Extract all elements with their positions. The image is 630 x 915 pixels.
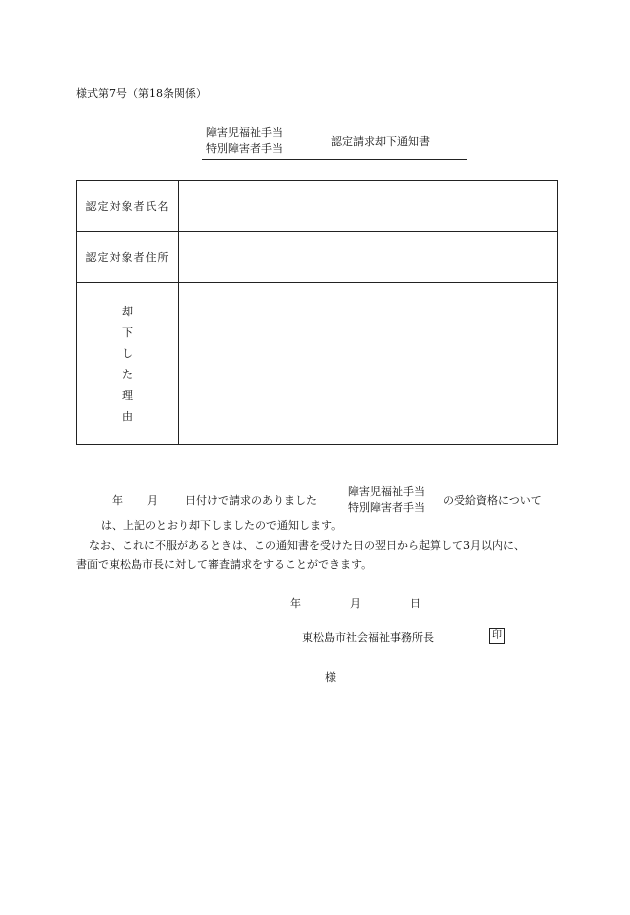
title-allowance-types bbox=[206, 125, 283, 157]
reason-char: 由 bbox=[122, 410, 133, 423]
reason-char: 却 bbox=[122, 305, 133, 318]
body-line-4: 書面で東松島市長に対して審査請求をすることができます。 bbox=[76, 558, 373, 571]
reason-label bbox=[77, 283, 179, 445]
body-line-2: は、上記のとおり却下しましたので通知します。 bbox=[101, 519, 343, 532]
issue-year-label: 年 bbox=[290, 597, 301, 610]
title-allowance-line1: 障害児福祉手当 bbox=[206, 126, 283, 139]
request-month-label: 月 bbox=[147, 494, 158, 507]
reason-char: 下 bbox=[122, 326, 133, 339]
address-field[interactable] bbox=[179, 232, 558, 283]
table-row-address bbox=[77, 232, 558, 283]
request-day-text: 日付けで請求のありました bbox=[185, 494, 317, 507]
reason-field[interactable] bbox=[179, 283, 558, 445]
name-field[interactable] bbox=[179, 181, 558, 232]
reason-char: し bbox=[122, 347, 133, 360]
issue-month-label: 月 bbox=[350, 597, 361, 610]
body-allowance-types bbox=[348, 484, 425, 516]
reason-char: た bbox=[122, 368, 133, 381]
request-year-label: 年 bbox=[112, 494, 123, 507]
body-line-3: なお、これに不服があるときは、この通知書を受けた日の翌日から起算して3月以内に、 bbox=[89, 539, 525, 552]
table-row-reason bbox=[77, 283, 558, 445]
body-allowance-line2: 特別障害者手当 bbox=[348, 501, 425, 514]
page-title: 認定請求却下通知書 bbox=[331, 135, 430, 148]
notice-table bbox=[76, 180, 558, 445]
reason-char: 理 bbox=[122, 389, 133, 402]
address-label: 認定対象者住所 bbox=[77, 232, 179, 283]
title-underline bbox=[202, 159, 467, 160]
name-label: 認定対象者氏名 bbox=[77, 181, 179, 232]
title-allowance-line2: 特別障害者手当 bbox=[206, 142, 283, 155]
form-number: 様式第7号（第18条関係） bbox=[76, 87, 207, 100]
issuer-name: 東松島市社会福祉事務所長 bbox=[302, 631, 434, 644]
issue-day-label: 日 bbox=[410, 597, 421, 610]
body-allowance-line1: 障害児福祉手当 bbox=[348, 485, 425, 498]
table-row-name bbox=[77, 181, 558, 232]
addressee-suffix: 様 bbox=[325, 671, 336, 684]
eligibility-text: の受給資格について bbox=[443, 494, 542, 507]
seal-mark: 印 bbox=[489, 628, 505, 644]
